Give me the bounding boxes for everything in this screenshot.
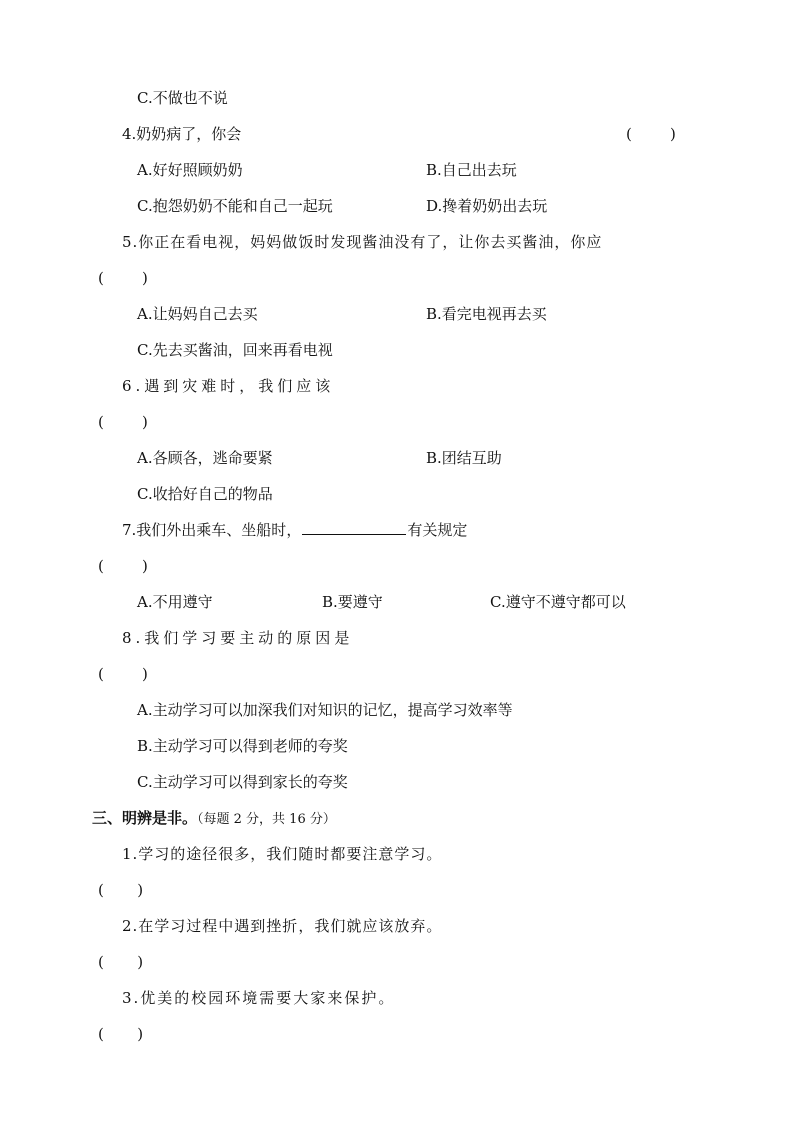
- section3-title: 三、明辨是非。: [92, 809, 198, 827]
- q7-option-a: A.不用遵守: [137, 593, 213, 611]
- q6-option-a: A.各顾各，逃命要紧: [137, 449, 273, 467]
- q4-option-a: A.好好照顾奶奶: [137, 161, 243, 179]
- q6-answer-paren: ( ): [98, 413, 148, 431]
- q5-option-b: B.看完电视再去买: [426, 305, 547, 323]
- q4-text: 4.奶奶病了，你会: [122, 125, 242, 143]
- section3-score-note: （每题 2 分，共 16 分）: [197, 812, 336, 827]
- q6-option-c: C.收拾好自己的物品: [137, 485, 273, 503]
- q8-option-b: B.主动学习可以得到老师的夸奖: [137, 737, 348, 755]
- q4-option-b: B.自己出去玩: [426, 161, 517, 179]
- q5-answer-paren: ( ): [98, 269, 148, 287]
- q4-option-d: D.搀着奶奶出去玩: [426, 197, 548, 215]
- tf2-text: 2.在学习过程中遇到挫折，我们就应该放弃。: [122, 917, 443, 935]
- q7-text-before: 7.我们外出乘车、坐船时，: [122, 521, 302, 539]
- q4-answer-paren: ( ): [626, 125, 676, 143]
- q5-text: 5.你正在看电视，妈妈做饭时发现酱油没有了，让你去买酱油，你应: [122, 233, 603, 251]
- q7-text: [122, 520, 467, 540]
- tf3-answer-paren: ( ): [98, 1025, 144, 1043]
- q5-option-c: C.先去买酱油，回来再看电视: [137, 341, 333, 359]
- tf2-answer-paren: ( ): [98, 953, 144, 971]
- tf3-text: 3.优美的校园环境需要大家来保护。: [122, 989, 396, 1007]
- tf1-answer-paren: ( ): [98, 881, 144, 899]
- q5-option-a: A.让妈妈自己去买: [137, 305, 258, 323]
- q7-text-after: 有关规定: [407, 521, 468, 539]
- tf1-text: 1.学习的途径很多，我们随时都要注意学习。: [122, 845, 443, 863]
- q8-option-c: C.主动学习可以得到家长的夸奖: [137, 773, 348, 791]
- section3-heading: [92, 808, 336, 830]
- q4-option-c: C.抱怨奶奶不能和自己一起玩: [137, 197, 333, 215]
- q7-answer-paren: ( ): [98, 557, 148, 575]
- q8-option-a: A.主动学习可以加深我们对知识的记忆，提高学习效率等: [137, 701, 513, 719]
- q6-option-b: B.团结互助: [426, 449, 502, 467]
- q8-text: 8.我们学习要主动的原因是: [122, 629, 354, 647]
- q7-option-b: B.要遵守: [322, 593, 383, 611]
- q6-text: 6.遇到灾难时，我们应该: [122, 377, 335, 395]
- q8-answer-paren: ( ): [98, 665, 148, 683]
- q7-fill-blank: [302, 520, 406, 535]
- q3-option-c: C.不做也不说: [137, 89, 228, 107]
- q7-option-c: C.遵守不遵守都可以: [490, 593, 626, 611]
